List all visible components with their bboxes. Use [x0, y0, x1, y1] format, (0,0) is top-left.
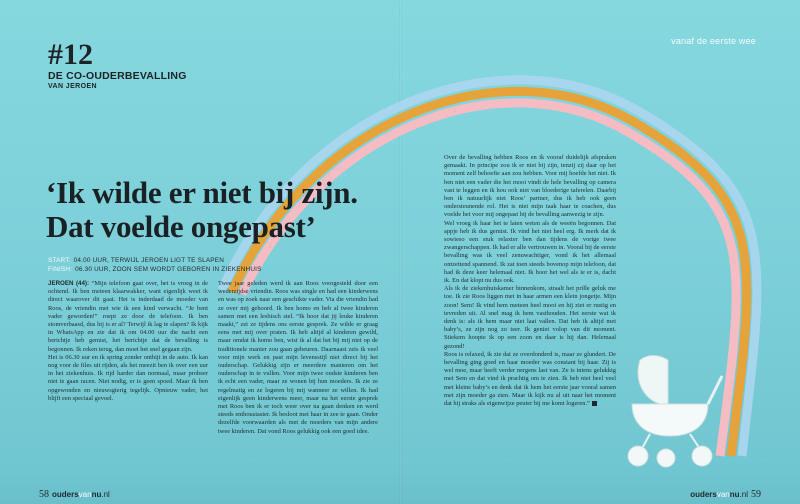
pram-illustration	[610, 340, 730, 470]
speaker-label: JEROEN (44):	[48, 280, 90, 287]
article-paragraph	[48, 280, 208, 403]
end-mark-icon	[592, 401, 597, 406]
brand-logo-right: oudersvannu.nl	[690, 490, 748, 499]
article-paragraph	[444, 154, 616, 408]
timeline-finish	[48, 265, 388, 274]
series-title: DE CO-OUDERBEVALLING	[48, 70, 187, 82]
timeline-finish-label: FINISH:	[48, 266, 73, 273]
article-column-3	[444, 154, 616, 408]
footer-right	[690, 489, 764, 500]
timeline-start-text: 04.00 UUR, TERWIJL JEROEN LIGT TE SLAPEN	[73, 257, 225, 264]
headline-line-2: Dat voelde ongepast’	[46, 209, 316, 244]
brand-logo-left: oudersvannu.nl	[52, 490, 110, 499]
timeline-start	[48, 256, 388, 265]
timeline-start-label: START:	[48, 257, 71, 264]
timeline	[48, 256, 388, 274]
article-col1-text: “Mijn telefoon gaat over, het is vroeg in de ochtend. Ik ben meteen klaarwakker, want eigenlijk weet ik direct waarover dit gaat. Het is inderdaad de moeder van Roos, de vriendin met wie ik een kind verwacht. “Je bent vader geworden!” roept ze door de telefoon. Ik ben stomverbaasd, dus hij is er al? Terwijl ik lag te slapen? Ik kijk in WhatsApp en zie dat ik om 04.00 uur die nacht een berichtje heb gemist, het berichtje dat de bevalling is begonnen. Ik reken terug, dan moet het snel gegaan zijn. Het is 06.30 uur en ik spring zonder ontbijt in de auto. Ik kan nog voor de files uit rijden, als het meezit ben ik over een uur in het ziekenhuis. Ik rijd harder dan normaal, maar probeer niet te gaan racen. Niet nodig, er is geen spoed. Maar ik ben opgewonden en nieuwsgierig tegelijk. Opnieuw vader, het blijft een speciaal gevoel.	[48, 280, 208, 402]
page-number-right: 59	[751, 489, 761, 500]
headline-line-1: ‘Ik wilde er niet bij zijn.	[46, 175, 358, 210]
article-column-1	[48, 280, 208, 403]
series-subtitle: VAN JEROEN	[48, 83, 97, 90]
article-col3-text: Over de bevalling hebben Roos en ik vooraf duidelijk afspraken gemaakt. In principe zou ik er niet bij zijn, tenzij zij daar op het moment zelf behoefte aan zou hebben. Voor mij hoefde het niet. Ik ben niet een vader die het mooi vindt de hele bevalling op camera vast te leggen en ik hou ook niet van bloederige taferelen. Daarbij ben ik natuurlijk niet Roos’ partner, dus ik heb ook geen ondersteunende rol. Het is niet mijn taak haar te coachen, dus voelde het voor mij ongepast bij de bevalling aanwezig te zijn. Wel vroeg ik haar het te laten weten als de weeën begonnen. Dat appje heb ik dus gemist. Ik vind het niet heel erg. Ik merk dat ik sowieso een stuk relaxter ben dan tijdens de vorige twee zwangerschappen. Ik had er alle vertrouwen in. Vooral bij de eerste bevalling was ik veel zenuwachtiger, vond ik het allemaal ontzettend spannend. Ik zat toen steeds bovenop mijn telefoon, dat had ik deze keer helemaal niet. Ik hoor het wel als ie er is, dacht ik. En dat klopt nu dus ook. Als ik de ziekenhuiskamer binnenkom, straalt het prille geluk me toe. Ik zie Roos liggen met in haar armen een klein jongetje. Mijn zoon! Sem! Ik vind hem meteen heel mooi en hij ziet er rustig en tevreden uit. Al snel mag ik hem vasthouden. Het eerste wat ik denk is: als ik hem maar niet laat vallen. Dat heb ik altijd met baby’s, ze zijn nog zo teer. Ik geniet volop van dit moment. Stiekem hoopte ik op een zoon en daar is hij dan. Helemaal gezond! Roos is relaxed, ik zie dat ze overdonderd is, maar ze glundert. De bevalling ging goed en haar moeder was constant bij haar. Zij is wel moe, maar heeft verder nergens last van. Ze is intens gelukkig met Sem en dat vind ik prachtig om te zien. Ik heb niet heel veel met kleine baby’s en denk dat ik hem het eerste jaar vooral samen met zijn moeder ga zien. Maar ik kijk nu al uit naar het moment dat hij straks als eigenwijze peuter bij me komt logeren.”	[444, 154, 616, 408]
article-col2-text: Twee jaar geleden werd ik aan Roos voorgesteld door een wederzijdse vriendin. Roos was single en had een kinderwens en was op zoek naar een geschikte vader. Via die vriendin had ze over mij gehoord. Ik ben homo en heb al twee kinderen samen met een lesbisch stel. “Ik hoor dat jij leuke kinderen maakt,” zei ze tijdens ons eerste gesprek. Ze wilde er graag eens met mij over praten. Ik heb altijd al kinderen gewild, maar omdat ik homo ben, wist ik al dat het bij mij niet op de traditionele manier zou gaan gebeuren. Daarnaast zeis ik veel voor mijn werk en past mijn levensstijl niet direct bij het ouderschap. Gelukkig zijn er meerdere manieren om het ouderschap in te vullen. Voor mijn twee oudste kinderen ben ik echt een vader, maar ze wonen bij hun moeders. Ik zie ze regelmatig en ze logeren bij mij wanneer ze willen. Ik had eigenlijk geen kinderwens meer, maar na het eerste gesprek met Roos ben ik er toch weer over na gaan denken en werd steeds enthousiaster. Ik besloot met haar in zee te gaan. Onder dezelfde voorwaarden als met de moeders van mijn andere twee kinderen. Dat vond Roos gelukkig ook een goed idee.	[218, 280, 378, 435]
issue-number: #12	[48, 38, 93, 71]
section-tag: vanaf de eerste wee	[671, 36, 756, 46]
headline	[46, 176, 406, 244]
timeline-finish-text: 06.30 UUR, ZOON SEM WORDT GEBOREN IN ZIEKENHUIS	[75, 266, 262, 273]
footer-left	[36, 489, 110, 500]
page-number-left: 58	[39, 489, 49, 500]
article-column-2	[218, 280, 378, 436]
